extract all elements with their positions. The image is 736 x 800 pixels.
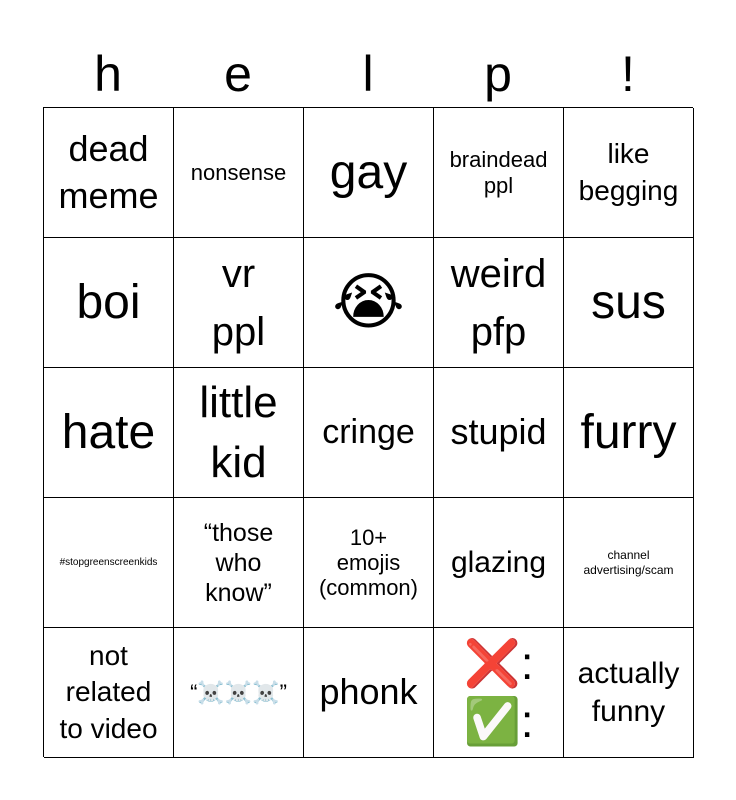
header-letter-2: e (224, 46, 252, 102)
loudly-crying-face-icon: 😭 (332, 267, 405, 337)
cell-text: hate (61, 405, 156, 459)
cell-text: gay (329, 145, 408, 199)
bingo-cell[interactable] (174, 238, 304, 368)
cell-text: little kid (199, 378, 278, 487)
cell-text: not related to video (59, 639, 158, 744)
bingo-cell[interactable] (434, 238, 564, 368)
cell-text: phonk (319, 671, 418, 713)
cell-text: glazing (450, 545, 547, 579)
bingo-cell[interactable] (304, 368, 434, 498)
bingo-cell[interactable] (434, 628, 564, 758)
bingo-cell[interactable] (174, 498, 304, 628)
header-letter-5: ! (621, 46, 635, 102)
cell-text: stupid (450, 411, 547, 453)
bingo-header (43, 40, 693, 108)
bingo-cell[interactable] (564, 238, 694, 368)
header-letter-3: l (362, 46, 374, 102)
bingo-cell[interactable] (174, 368, 304, 498)
header-letter-1: h (94, 46, 122, 102)
bingo-cell[interactable] (44, 238, 174, 368)
cell-text: dead meme (58, 127, 159, 216)
bingo-cell[interactable] (44, 498, 174, 628)
bingo-cell[interactable] (564, 368, 694, 498)
cross-check-icons: ❌: ✅: (463, 637, 534, 747)
cell-text: 10+ emojis (common) (318, 524, 418, 601)
bingo-cell[interactable] (434, 108, 564, 238)
bingo-cell[interactable] (564, 628, 694, 758)
bingo-board (43, 107, 693, 757)
bingo-cell[interactable] (304, 108, 434, 238)
cell-text: boi (76, 275, 141, 329)
bingo-cell-free[interactable] (304, 238, 434, 368)
bingo-cell[interactable] (44, 108, 174, 238)
cell-text: sus (591, 275, 666, 329)
skull-icons: “☠️☠️☠️” (190, 679, 287, 705)
cell-text: “those who know” (203, 518, 274, 607)
bingo-cell[interactable] (44, 628, 174, 758)
cell-text: like begging (578, 138, 679, 206)
header-letter-4: p (484, 46, 512, 102)
bingo-cell[interactable] (174, 108, 304, 238)
bingo-cell[interactable] (44, 368, 174, 498)
cell-text: nonsense (190, 159, 287, 185)
bingo-cell[interactable] (304, 498, 434, 628)
cell-text: channel advertising/scam (583, 548, 674, 577)
cell-text: furry (580, 405, 677, 459)
cell-text: cringe (322, 412, 415, 451)
cell-text: braindead ppl (449, 147, 548, 198)
bingo-cell[interactable] (564, 498, 694, 628)
bingo-cell[interactable] (434, 368, 564, 498)
bingo-cell[interactable] (434, 498, 564, 628)
cell-text: actually funny (577, 657, 680, 728)
bingo-cell[interactable] (174, 628, 304, 758)
bingo-cell[interactable] (304, 628, 434, 758)
cell-text: weird pfp (450, 251, 547, 354)
cell-text: #stopgreenscreenkids (59, 556, 158, 568)
bingo-cell[interactable] (564, 108, 694, 238)
cell-text: vr ppl (211, 251, 266, 354)
